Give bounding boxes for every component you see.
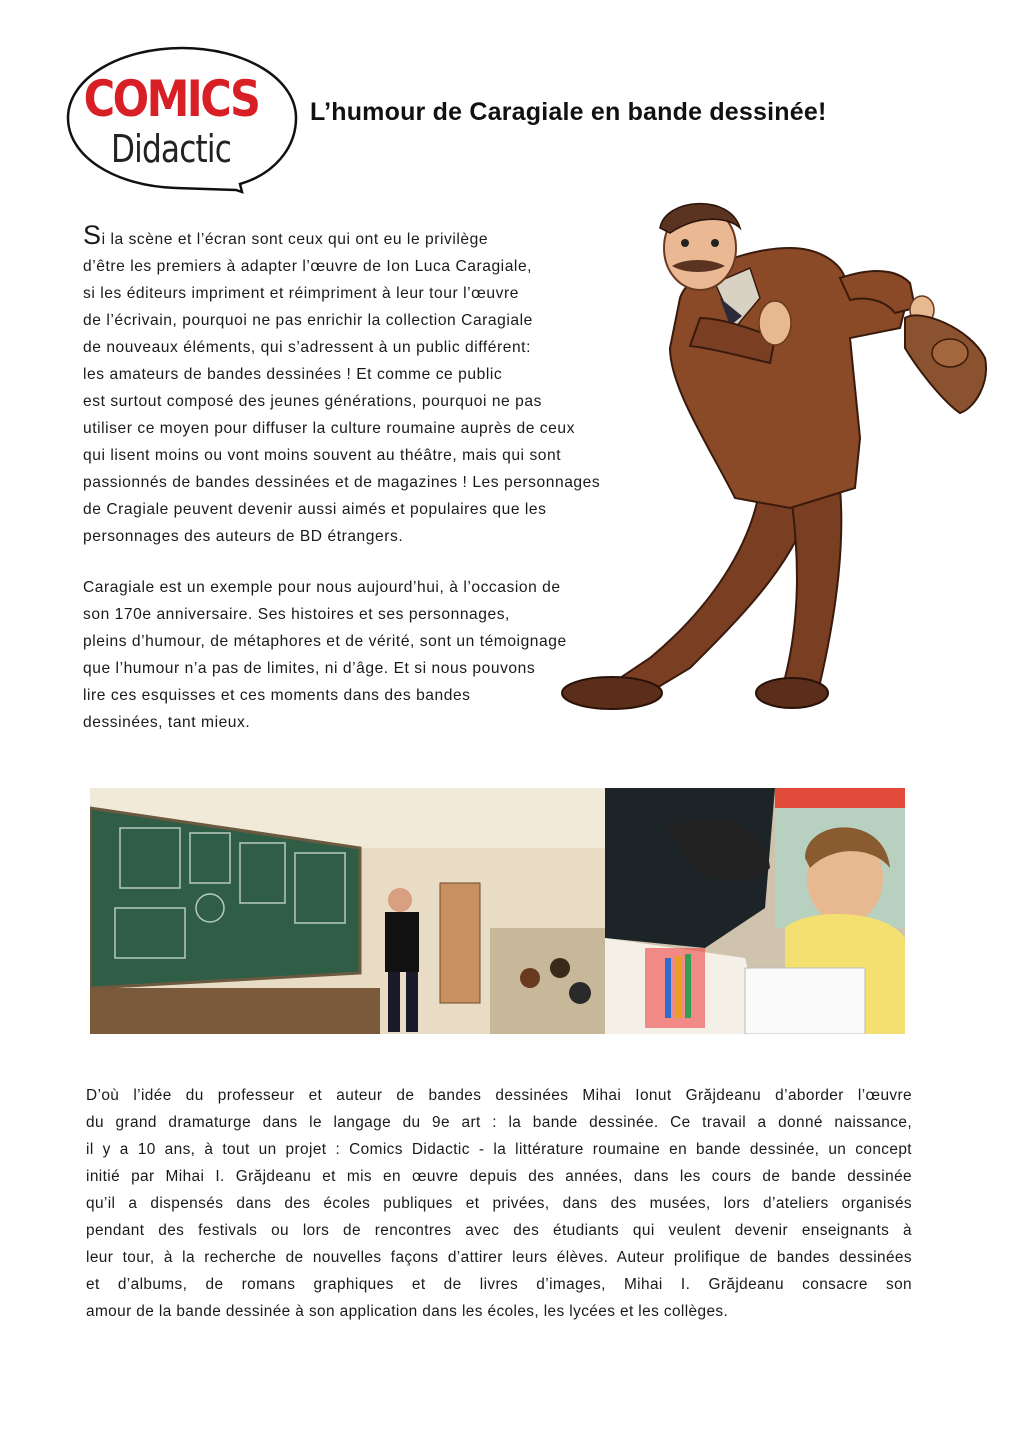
classroom-chalkboard-photo — [90, 788, 605, 1034]
paragraph-line: initié par Mihai I. Grăjdeanu et mis en œuvre depuis des années, dans les cours de bande dessinée — [86, 1168, 912, 1185]
logo-text-didactic: Didactic — [110, 127, 232, 171]
intro-line: d’être les premiers à adapter l’œuvre de Ion Luca Caragiale, — [83, 258, 533, 275]
paragraph-line: pendant des festivals ou lors de rencontres avec des étudiants qui veulent devenir enseignants à — [86, 1222, 912, 1239]
intro-line: utiliser ce moyen pour diffuser la culture roumaine auprès de ceux — [83, 420, 575, 437]
intro-line: Si la scène et l’écran sont ceux qui ont eu le privilège — [83, 220, 489, 250]
intro-line: qui lisent moins ou vont moins souvent au théâtre, mais qui sont — [83, 447, 562, 464]
intro-line: personnages des auteurs de BD étrangers. — [83, 528, 404, 545]
intro-line: de Cragiale peuvent devenir aussi aimés et populaires que les — [83, 501, 547, 518]
intro-line: les amateurs de bandes dessinées ! Et comme ce public — [83, 366, 503, 383]
paragraph-line: Caragiale est un exemple pour nous aujourd’hui, à l’occasion de — [83, 579, 561, 596]
caragiale-illustration — [560, 188, 992, 728]
paragraph-line: D’où l’idée du professeur et auteur de bandes dessinées Mihai Ionut Grăjdeanu d’aborder l’œuvre — [86, 1087, 912, 1104]
intro-line: est surtout composé des jeunes générations, pourquoi ne pas — [83, 393, 542, 410]
paragraph-line: et d’albums, de romans graphiques et de livres d’images, Mihai I. Grăjdeanu consacre son — [86, 1276, 912, 1293]
paragraph-line: du grand dramaturge dans le langage du 9e art : la bande dessinée. Ce travail a donné naissance, — [86, 1114, 912, 1131]
paragraph-line: que l’humour n’a pas de limites, ni d’âge. Et si nous pouvons — [83, 660, 536, 677]
paragraph-line: leur tour, à la recherche de nouvelles façons d’attirer leurs élèves. Auteur prolifique de bandes dessinées — [86, 1249, 912, 1266]
intro-line: passionnés de bandes dessinées et de magazines ! Les personnages — [83, 474, 601, 491]
paragraph-line: dessinées, tant mieux. — [83, 714, 251, 731]
intro-line: de l’écrivain, pourquoi ne pas enrichir la collection Caragiale — [83, 312, 533, 329]
paragraph-line: son 170e anniversaire. Ses histoires et ses personnages, — [83, 606, 510, 623]
paragraph-line: lire ces esquisses et ces moments dans des bandes — [83, 687, 471, 704]
anniversary-paragraph — [83, 574, 643, 736]
drawing-workshop-photo — [605, 788, 905, 1034]
paragraph-line: qu’il a dispensés dans des écoles publiques et privées, dans des musées, lors d’ateliers organisés — [86, 1195, 912, 1212]
comics-didactic-logo — [64, 44, 300, 194]
paragraph-line: pleins d’humour, de métaphores et de vérité, sont un témoignage — [83, 633, 567, 650]
intro-line: de nouveaux éléments, qui s’adressent à un public différent: — [83, 339, 531, 356]
intro-line: si les éditeurs impriment et réimpriment à leur tour l’œuvre — [83, 285, 519, 302]
logo-text-comics: COMICS — [83, 70, 259, 128]
project-paragraph — [86, 1082, 912, 1325]
paragraph-line: il y a 10 ans, à tout un projet : Comics Didactic - la littérature roumaine en bande dessinée, un concept — [86, 1141, 912, 1158]
page-title: L’humour de Caragiale en bande dessinée! — [310, 98, 827, 126]
drop-cap: S — [83, 220, 102, 250]
paragraph-line: amour de la bande dessinée à son application dans les écoles, les lycées et les collèges. — [86, 1303, 729, 1320]
